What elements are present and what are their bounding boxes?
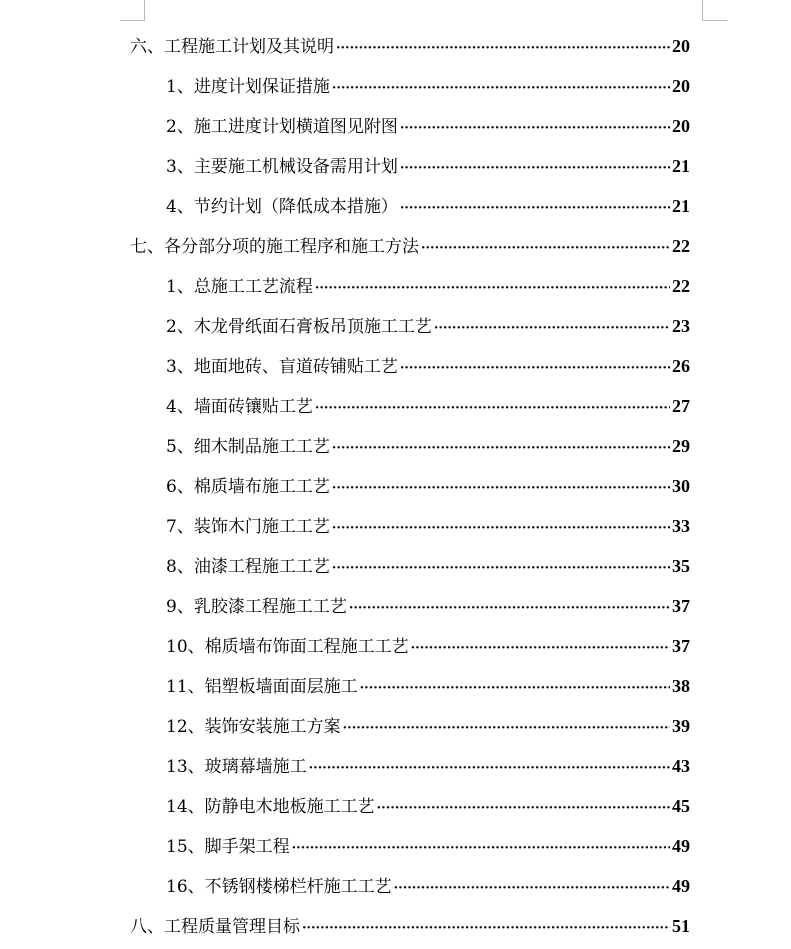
toc-entry-page-number: 21 — [672, 196, 690, 216]
toc-entry-label: 11、铝塑板墙面面层施工 — [166, 677, 358, 697]
toc-entry[interactable] — [166, 666, 690, 706]
toc-entry-label: 7、装饰木门施工工艺 — [166, 517, 330, 537]
toc-dot-leader — [400, 109, 670, 149]
toc-dot-leader — [421, 229, 670, 269]
toc-entry-label: 2、施工进度计划横道图见附图 — [166, 117, 398, 137]
toc-dot-leader — [332, 509, 670, 549]
toc-entry-label: 6、棉质墙布施工工艺 — [166, 477, 330, 497]
toc-entry[interactable] — [166, 586, 690, 626]
toc-entry-page-number: 49 — [672, 876, 690, 896]
toc-dot-leader — [400, 149, 670, 189]
toc-entry-label: 4、墙面砖镶贴工艺 — [166, 397, 313, 417]
toc-entry[interactable] — [166, 546, 690, 586]
toc-entry-label: 2、木龙骨纸面石膏板吊顶施工工艺 — [166, 317, 432, 337]
toc-dot-leader — [343, 709, 670, 749]
toc-entry[interactable] — [166, 746, 690, 786]
toc-entry-page-number: 22 — [672, 236, 690, 256]
toc-entry-label: 1、总施工工艺流程 — [166, 277, 313, 297]
toc-dot-leader — [302, 909, 670, 949]
toc-entry-page-number: 33 — [672, 516, 690, 536]
toc-dot-leader — [315, 269, 670, 309]
toc-dot-leader — [377, 789, 670, 829]
toc-dot-leader — [400, 349, 670, 389]
toc-entry[interactable] — [166, 346, 690, 386]
toc-entry-label: 15、脚手架工程 — [166, 837, 290, 857]
toc-entry-page-number: 35 — [672, 556, 690, 576]
toc-entry-page-number: 20 — [672, 36, 690, 56]
toc-dot-leader — [394, 869, 670, 909]
toc-entry-label: 10、棉质墙布饰面工程施工工艺 — [166, 637, 409, 657]
toc-entry-page-number: 20 — [672, 116, 690, 136]
toc-entry-label: 8、油漆工程施工工艺 — [166, 557, 330, 577]
toc-dot-leader — [332, 429, 670, 469]
toc-dot-leader — [332, 69, 670, 109]
toc-dot-leader — [336, 29, 670, 69]
toc-dot-leader — [411, 629, 670, 669]
toc-entry-page-number: 51 — [672, 916, 690, 936]
toc-entry[interactable] — [166, 866, 690, 906]
toc-entry-label: 12、装饰安装施工方案 — [166, 717, 341, 737]
toc-dot-leader — [309, 749, 670, 789]
toc-entry-page-number: 30 — [672, 476, 690, 496]
toc-dot-leader — [292, 829, 670, 869]
toc-entry[interactable] — [166, 386, 690, 426]
toc-entry[interactable] — [166, 66, 690, 106]
toc-entry[interactable] — [166, 186, 690, 226]
toc-entry-page-number: 39 — [672, 716, 690, 736]
toc-entry[interactable] — [166, 426, 690, 466]
toc-entry-label: 3、地面地砖、盲道砖铺贴工艺 — [166, 357, 398, 377]
toc-entry-label: 9、乳胶漆工程施工工艺 — [166, 597, 347, 617]
toc-entry-page-number: 37 — [672, 596, 690, 616]
toc-entry[interactable] — [166, 306, 690, 346]
toc-entry-label: 16、不锈钢楼梯栏杆施工工艺 — [166, 877, 392, 897]
toc-entry-label: 七、各分部分项的施工程序和施工方法 — [130, 237, 419, 257]
toc-entry[interactable] — [166, 506, 690, 546]
toc-entry-label: 六、工程施工计划及其说明 — [130, 37, 334, 57]
toc-dot-leader — [332, 469, 670, 509]
toc-entry[interactable] — [130, 906, 690, 946]
toc-dot-leader — [360, 669, 670, 709]
toc-entry-label: 八、工程质量管理目标 — [130, 917, 300, 937]
toc-entry-label: 4、节约计划（降低成本措施） — [166, 197, 398, 217]
toc-entry-page-number: 38 — [672, 676, 690, 696]
toc-entry-label: 5、细木制品施工工艺 — [166, 437, 330, 457]
toc-entry-page-number: 45 — [672, 796, 690, 816]
toc-entry-label: 13、玻璃幕墙施工 — [166, 757, 307, 777]
toc-entry-page-number: 49 — [672, 836, 690, 856]
toc-entry-page-number: 23 — [672, 316, 690, 336]
toc-entry-page-number: 27 — [672, 396, 690, 416]
toc-dot-leader — [315, 389, 670, 429]
toc-entry-page-number: 29 — [672, 436, 690, 456]
toc-entry[interactable] — [166, 706, 690, 746]
toc-entry[interactable] — [166, 466, 690, 506]
toc-entry[interactable] — [130, 26, 690, 66]
toc-entry[interactable] — [166, 626, 690, 666]
toc-entry[interactable] — [166, 146, 690, 186]
toc-entry[interactable] — [166, 106, 690, 146]
toc-dot-leader — [400, 189, 670, 229]
toc-entry-page-number: 22 — [672, 276, 690, 296]
toc-entry[interactable] — [166, 826, 690, 866]
page-corner-mark-left — [120, 0, 145, 21]
toc-dot-leader — [349, 589, 670, 629]
toc-dot-leader — [434, 309, 670, 349]
toc-entry-page-number: 21 — [672, 156, 690, 176]
toc-entry[interactable] — [166, 266, 690, 306]
toc-dot-leader — [332, 549, 670, 589]
toc-entry[interactable] — [166, 786, 690, 826]
toc-entry-label: 1、进度计划保证措施 — [166, 77, 330, 97]
toc-entry-page-number: 37 — [672, 636, 690, 656]
toc-entry-page-number: 20 — [672, 76, 690, 96]
toc-entry-page-number: 43 — [672, 756, 690, 776]
page-corner-mark-right — [702, 0, 727, 21]
toc-entry-label: 3、主要施工机械设备需用计划 — [166, 157, 398, 177]
toc-entry-page-number: 26 — [672, 356, 690, 376]
toc-entry[interactable] — [130, 226, 690, 266]
toc-entry-label: 14、防静电木地板施工工艺 — [166, 797, 375, 817]
